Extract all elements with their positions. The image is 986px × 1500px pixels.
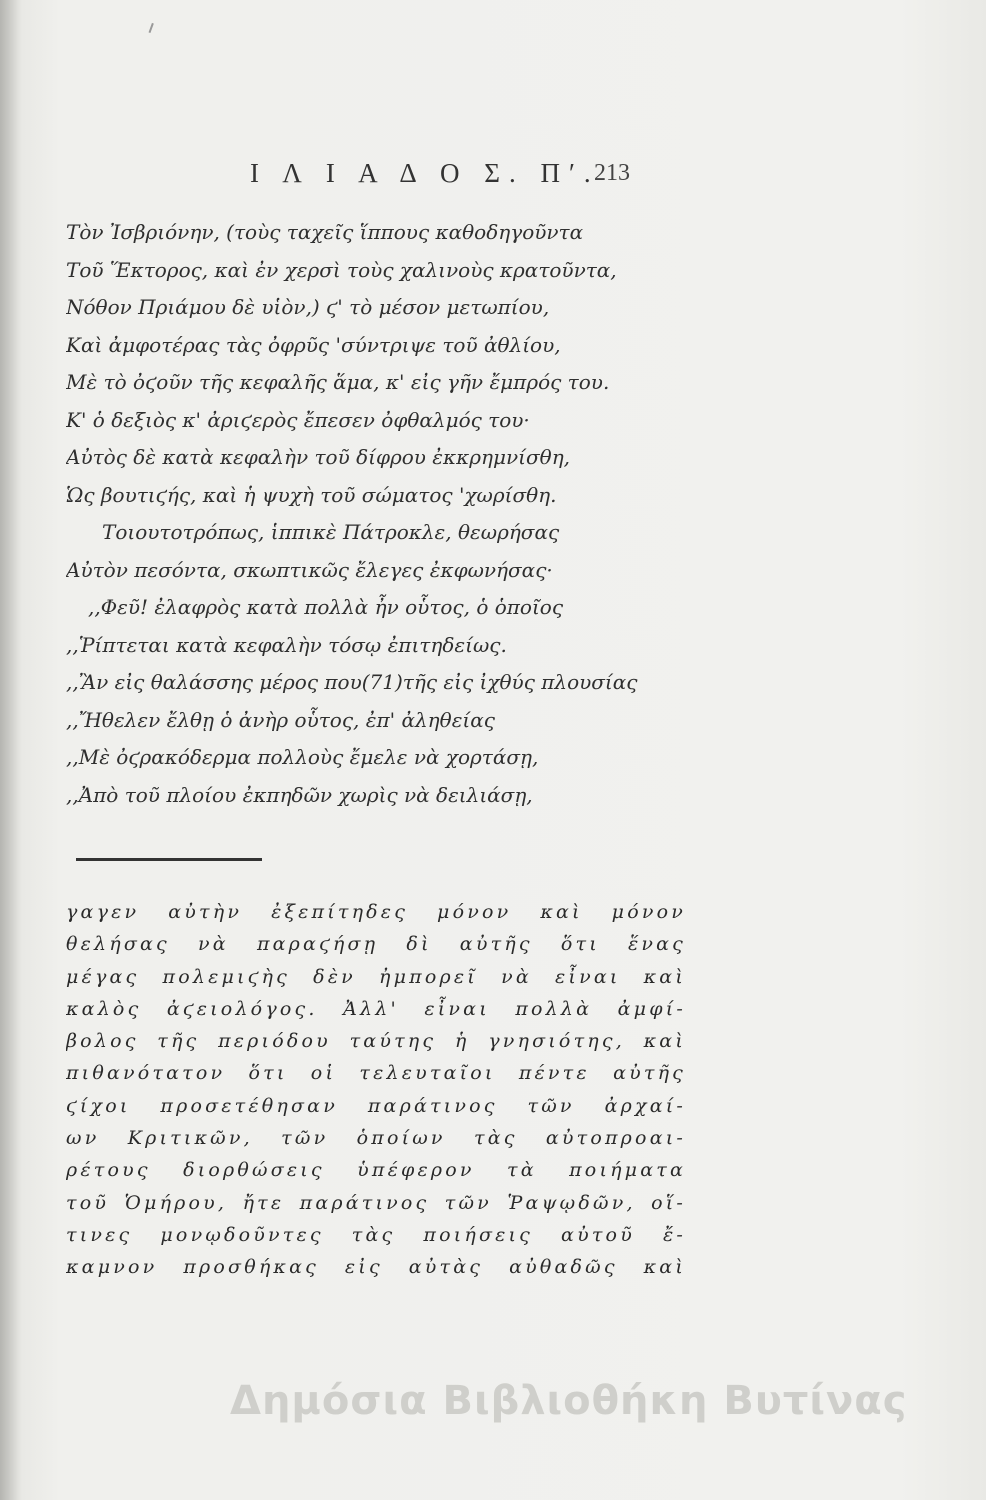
footnote-block — [66, 896, 686, 1284]
footnote-line: πιθανότατον ὅτι οἱ τελευταῖοι πέντε αὐτῆς — [66, 1062, 686, 1085]
verse-line: ,,Ἂν εἰς θαλάσσης μέρος που(71)τῆς εἰς ἰχθύς πλουσίας — [66, 670, 638, 694]
running-header: Ι Λ Ι Α Δ Ο Σ. Π′. — [250, 158, 600, 188]
verse-line: Νόθον Πριάμου δὲ υἱὸν,) ϛ' τὸ μέσον μετωπίου, — [66, 295, 550, 319]
verse-line: Τοῦ Ἕκτορος, καὶ ἐν χερσὶ τοὺς χαλινοὺς κρατοῦντα, — [66, 257, 617, 282]
page-gutter-shadow — [0, 0, 22, 1500]
footnote-line: ρέτους διορθώσεις ὑπέφερον τὰ ποιήματα — [66, 1159, 686, 1182]
verse-line: Καὶ ἀμφοτέρας τὰς ὀφρῦς 'σύντριψε τοῦ ἀθλίου, — [66, 332, 561, 357]
verse-line: ,,Μὲ ὀϛρακόδερμα πολλοὺς ἔμελε νὰ χορτάσῃ, — [66, 745, 539, 769]
footnote-line: καμνον προσθήκας εἰς αὐτὰς αὐθαδῶς καὶ — [66, 1256, 686, 1279]
verse-line: ,,Ἤθελεν ἔλθῃ ὁ ἀνὴρ οὗτος, ἐπ' ἀληθείας — [66, 707, 495, 732]
page-number: 213 — [594, 160, 630, 186]
verse-line: Τὸν Ἰσβριόνην, (τοὺς ταχεῖς ἵππους καθοδηγοῦντα — [66, 220, 584, 244]
verse-line: ,,Ἀπὸ τοῦ πλοίου ἐκπηδῶν χωρὶς νὰ δειλιάσῃ, — [66, 782, 533, 807]
footnote-line: βολος τῆς περιόδου ταύτης ἡ γνησιότης, καὶ — [66, 1030, 686, 1053]
footnote-line: ϛίχοι προσετέθησαν παράτινος τῶν ἀρχαί- — [66, 1094, 686, 1117]
footnote-rule — [76, 858, 262, 861]
verse-line: ,,Φεῦ! ἐλαφρὸς κατὰ πολλὰ ἦν οὗτος, ὁ ὁποῖος — [88, 595, 564, 619]
footnote-line: τινες μονῳδοῦντες τὰς ποιήσεις αὐτοῦ ἔ- — [66, 1223, 686, 1246]
verse-line: Τοιουτοτρόπως, ἱππικὲ Πάτροκλε, θεωρήσας — [102, 520, 560, 544]
footnote-line: μέγας πολεμιϛὴς δὲν ἠμπορεῖ νὰ εἶναι καὶ — [66, 965, 686, 988]
verse-line: ,,Ῥίπτεται κατὰ κεφαλὴν τόσῳ ἐπιτηδείως. — [66, 632, 507, 657]
footnote-line: τοῦ Ὁμήρου, ἤτε παράτινος τῶν Ῥαψῳδῶν, οἵ- — [66, 1191, 686, 1214]
verse-line: Αὐτὸς δὲ κατὰ κεφαλὴν τοῦ δίφρου ἐκκρημνίσθη, — [66, 445, 571, 469]
footnote-line: ων Κριτικῶν, τῶν ὁποίων τὰς αὐτοπροαι- — [66, 1127, 686, 1150]
library-watermark: Δημόσια Βιβλιοθήκη Βυτίνας — [230, 1378, 908, 1424]
footnote-line: γαγεν αὐτὴν ἐξεπίτηδες μόνον καὶ μόνον — [66, 901, 686, 923]
footnote-line: θελήσας νὰ παραϛήσῃ δὶ αὐτῆς ὅτι ἕνας — [66, 933, 686, 956]
verse-line: Κ' ὁ δεξιὸς κ' ἀριϛερὸς ἔπεσεν ὀφθαλμός του· — [66, 407, 530, 432]
verse-line: Μὲ τὸ ὀϛοῦν τῆς κεφαλῆς ἅμα, κ' εἰς γῆν ἔμπρός του. — [66, 370, 610, 394]
verse-line: Ὡς βουτιϛής, καὶ ἡ ψυχὴ τοῦ σώματος 'χωρίσθη. — [66, 482, 557, 507]
verse-block — [66, 214, 666, 814]
verse-line: Αὐτὸν πεσόντα, σκωπτικῶς ἔλεγες ἐκφωνήσας· — [66, 557, 553, 582]
footnote-line: καλὸς ἀϛειολόγος. Ἀλλ' εἶναι πολλὰ ἀμφί- — [66, 997, 686, 1020]
margin-mark — [149, 23, 160, 35]
